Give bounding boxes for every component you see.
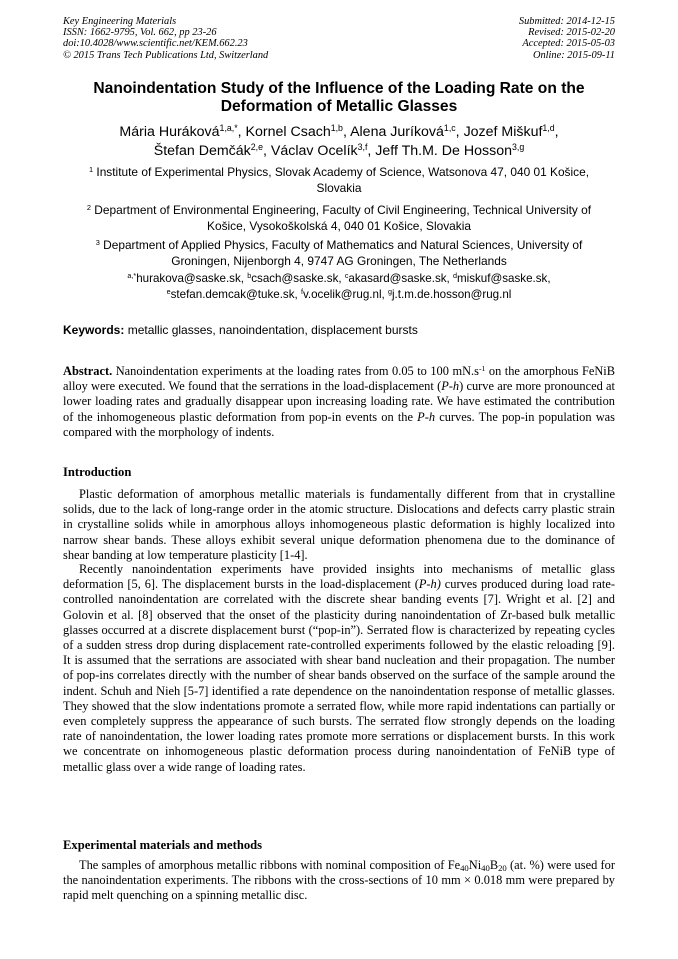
accepted-date: Accepted: 2015-05-03 xyxy=(522,38,615,50)
author: Štefan Demčák$^{2,e}$, xyxy=(153,142,271,159)
email-list: $^{a,*}$hurakova@saske.sk, $^b$csach@saske.sk, $^c$akasard@saske.sk, $^d$miskuf@saske.sk, $^e$stefan.demcak@tuke.sk, $^f$v.ocelik@rug.nl, $^g$j.t.m.de.hosson@rug.nl xyxy=(127,271,551,301)
keywords-text: metallic glasses, nanoindentation, displacement bursts xyxy=(124,323,418,337)
email-link[interactable]: akasard@saske.sk, xyxy=(348,272,453,285)
publication-dates xyxy=(519,16,615,61)
section-heading-introduction: Introduction xyxy=(63,465,132,479)
issn: ISSN: 1662-9795, Vol. 662, pp 23-26 xyxy=(63,27,217,39)
abstract-label: Abstract. xyxy=(63,364,113,378)
author-list xyxy=(70,123,608,161)
keywords-label: Keywords: xyxy=(63,323,125,337)
email-link[interactable]: stefan.demcak@tuke.sk, xyxy=(170,287,301,301)
email-link[interactable]: j.t.m.de.hosson@rug.nl xyxy=(391,287,512,301)
doi[interactable]: doi:10.4028/www.scientific.net/KEM.662.23 xyxy=(63,38,248,50)
paper-title: Nanoindentation Study of the Influence of the Loading Rate on the Deformation of Metallic Glasses xyxy=(93,80,585,115)
revised-date: Revised: 2015-02-20 xyxy=(528,27,615,39)
author: Jeff Th.M. De Hosson$^{3,g}$ xyxy=(375,142,525,159)
section-heading-experimental: Experimental materials and methods xyxy=(63,838,263,852)
affiliation-1: $^1$ Institute of Experimental Physics, Slovak Academy of Science, Watsonova 47, 040 01 Košice, Slovakia xyxy=(88,164,590,195)
email-link[interactable]: csach@saske.sk, xyxy=(251,272,345,285)
submitted-date: Submitted: 2014-12-15 xyxy=(518,16,615,27)
author: Kornel Csach$^{1,b}$, xyxy=(245,123,351,140)
online-date: Online: 2015-09-11 xyxy=(532,49,615,61)
affiliation-2: $^2$ Department of Environmental Engineering, Faculty of Civil Engineering, Technical University of Košice, Vysokoškolská 4, 040 01 Košice, Slovakia xyxy=(86,202,592,233)
copyright: © 2015 Trans Tech Publications Ltd, Switzerland xyxy=(63,49,269,61)
author: Václav Ocelík$^{3,f}$, xyxy=(270,142,376,159)
intro-paragraph-2: Recently nanoindentation experiments have provided insights into mechanisms of metallic glass deformation [5, 6]. The displacement bursts in the load-displacement (P-h) curves produced during load rate-controlled nanoindentation are correlated with the discrete shear banding events [7]. Wright et al. [2] and Golovin et al. [8] observed that the onset of the plasticity during nanoindentation of Zr-based bulk metallic glasses occurred at a discrete displacement burst (“pop-in”). Serrated flow is characterized by repeating cycles of a sudden stress drop during displacement rate-controlled experiments followed by the elastic reloading [9]. It is assumed that the serrations are associated with shear band nucleation and their propagation. The number of pop-ins correlates directly with the number of shear bands observed on the surface of the sample around the indent. Schuh and Nieh [5-7] identified a rate dependence on the nanoindentation response of metallic glasses. They showed that the slow indentations promote a serrated flow, while more rapid indentations can partially or even completely suppress the appearance of such bursts. The serrated flow strongly depends on the loading rate of nanoindentation, the lower loading rates promote more serrations or displacement bursts. In this work we concentrate on inhomogeneous plastic deformation process during nanoindentation of FeNiB type of metallic glass over a wide range of loading rates. xyxy=(63,562,615,774)
email-link[interactable]: hurakova@saske.sk, xyxy=(136,272,248,285)
journal-name: Key Engineering Materials xyxy=(63,16,177,27)
author: Jozef Miškuf$^{1,d}$, xyxy=(463,123,559,140)
email-link[interactable]: miskuf@saske.sk, xyxy=(456,272,551,285)
email-link[interactable]: v.ocelik@rug.nl, xyxy=(302,287,388,301)
affiliation-3: $^3$ Department of Applied Physics, Faculty of Mathematics and Natural Sciences, University of Groningen, Nijenborgh 4, 9747 AG Groningen, The Netherlands xyxy=(95,237,583,268)
keywords xyxy=(63,323,615,338)
experimental-paragraph: The samples of amorphous metallic ribbons with nominal composition of $Fe_{40}Ni_{40}B_{20}$ (at. %) were used for the nanoindentation experiments. The ribbons with the cross-sections of 10 mm × 0.018 mm were prepared by rapid melt quenching on a spinning metallic disc. xyxy=(63,858,615,903)
author: Alena Juríková$^{1,c}$, xyxy=(350,123,464,140)
intro-paragraph-1: Plastic deformation of amorphous metallic materials is fundamentally different from that in crystalline solids, due to the lack of long-range order in the atomic structure. Dislocations and defects carry plastic strain in crystalline solids while in amorphous alloys inhomogeneous plastic deformation is highly localized into narrow shear bands. These alloys exhibit several unique deformation phenomena due to the dominance of shear banding at low temperature plasticity [1-4]. xyxy=(63,487,615,562)
journal-info xyxy=(63,16,268,61)
abstract: Abstract. Nanoindentation experiments at the loading rates from 0.05 to 100 $mN.s^{-1}$ on the amorphous FeNiB alloy were executed. We found that the serrations in the load-displacement (P-h) curve are more pronounced at lower loading rates and gradually disappear upon increasing loading rate. We have estimated the contribution of the inhomogeneous plastic deformation from pop-in events on the P-h curves. The pop-in population was compared with the morphology of indents. xyxy=(63,363,615,439)
author: Mária Huráková$^{1,a,*}$, xyxy=(119,123,246,140)
